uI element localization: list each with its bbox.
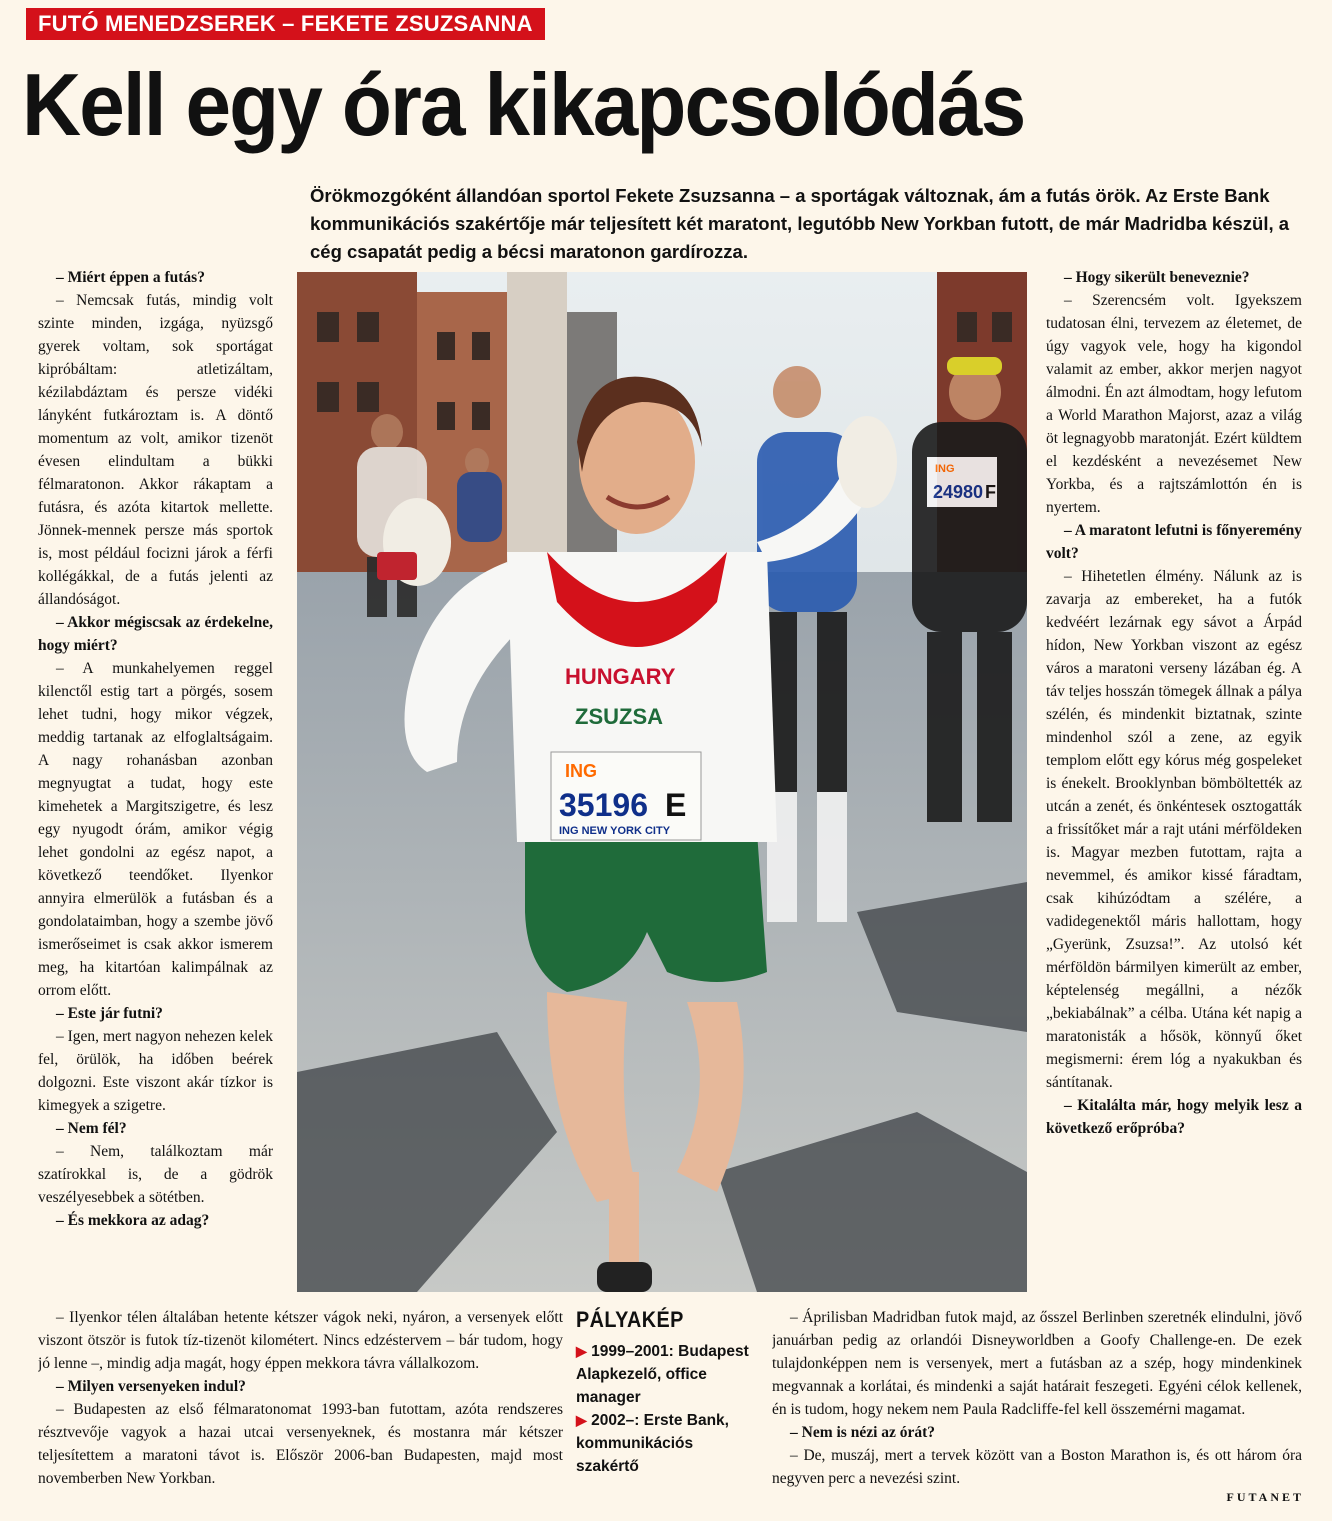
interview-answer: – Áprilisban Madridban futok majd, az ősszel Berlinben szeretnék elindulni, jövő januárban pedig az orlandói Disneyworldben a Goofy Challenge-en. De ezek tulajdonképpen nem is versenyek, mert a futásban az a szép, hogy mindenkinek megvannak a korlátai, és mindenki a saját határait feszegeti. Egyéni célok kellenek, én is tudom, hogy nekem nem Paula Radcliffe-fel kell összemérni magamat. bbox=[772, 1309, 1302, 1418]
right-column bbox=[1046, 266, 1302, 1312]
interview-question: – Miért éppen a futás? bbox=[56, 269, 205, 286]
interview-answer: – Nem, találkoztam már szatírokkal is, de a gödrök veszélyesebbek a sötétben. bbox=[38, 1143, 273, 1206]
runner-right-sponsor: ING bbox=[935, 463, 955, 475]
bottom-left-column bbox=[38, 1306, 563, 1516]
interview-question: – Kitalálta már, hogy melyik lesz a következő erőpróba? bbox=[1046, 1097, 1302, 1137]
interview-question: – És mekkora az adag? bbox=[56, 1212, 210, 1229]
career-box bbox=[576, 1306, 756, 1516]
triangle-icon: ▶ bbox=[576, 1343, 587, 1359]
interview-question: – Nem is nézi az órát? bbox=[790, 1424, 936, 1441]
bottom-right-column bbox=[772, 1306, 1302, 1516]
career-years: 2002–: bbox=[591, 1412, 640, 1429]
interview-question: – Nem fél? bbox=[56, 1120, 127, 1137]
interview-answer: – Hihetetlen élmény. Nálunk az is zavarja az embereket, ha a futók kedvéért lezárnak egy sávot a Árpád hídon, New Yorkban viszont az egész város a maratoni verseny lázában ég. A táv teljes hosszán tömegek állnak a pálya szélén, és mindenkit biztatnak, szinte mindenhol szól a zene, az egyik templom előtt egy kórus még gospeleket is énekelt. Brooklynban bömböltették az utcán a zenét, és önkéntesek osztogatták a frissítőket már a rajt utáni mérföldeken is. Magyar mezben futottam, rajta a nevemmel, és amikor kissé fáradtam, csak kihúzódtam a szélére, a vadidegenektől máris hallottam, hogy „Gyerünk, Zsuzsa!”. Az utolsó két mérföldön bármilyen kimerült az ember, képtelenség megállni, a nézők „bekiabálnak” a célba. Utána két napig a maratonisták a hősök, könnyű őket megismerni: érem lóg a nyakukban és sántítanak. bbox=[1046, 568, 1302, 1091]
interview-answer: – Igen, mert nagyon nehezen kelek fel, örülök, ha időben beérek dolgozni. Este viszont akár tízkor is kimegyek a szigetre. bbox=[38, 1028, 273, 1114]
photo-illustration bbox=[297, 272, 1027, 1292]
interview-answer: – Nemcsak futás, mindig volt szinte minden, izgága, nyüzsgő gyerek voltam, sok sportágat kipróbáltam: atletizáltam, kézilabdáztam és persze vidéki lányként futkároztam is. A döntő momentum az volt, amikor tizenöt évesen elindultam a bükki félmaratonon. Akkor rákaptam a futásra, és azóta kitartok mellette. Jönnek-mennek persze más sportok is, most például focizni járok a férfi kollégákkal, de a futás jelenti az állandóságot. bbox=[38, 292, 273, 608]
interview-question: – Hogy sikerült beneveznie? bbox=[1064, 269, 1250, 286]
shirt-text-name: ZSUZSA bbox=[575, 704, 663, 729]
triangle-icon: ▶ bbox=[576, 1412, 587, 1428]
career-text: Erste Bank, kommunikációs szakértő bbox=[576, 1412, 729, 1475]
shirt-text-hungary: HUNGARY bbox=[565, 664, 676, 689]
bib-sponsor: ING bbox=[565, 761, 598, 781]
career-entry bbox=[576, 1340, 756, 1409]
interview-answer: – Szerencsém volt. Igyekszem tudatosan élni, tervezem az életemet, de úgy vagyok vele, hogy ha kigondol valamit az ember, akkor merjen nagyot álmodni. Én azt álmodtam, hogy lefutom a World Marathon Majorst, azaz a világ öt legnagyobb maratonját. Ezért küldtem el kezdésként a nevezésemet New Yorkba, és a rajtszámlottón én is nyertem. bbox=[1046, 292, 1302, 516]
interview-answer: – Budapesten az első félmaratonomat 1993-ban futottam, azóta rendszeres résztvevője vagyok a hazai utcai versenyeknek, és mostanra már kétszer teljesítettem a maratoni távot is. Először 2006-ban Budapesten, majd most novemberben New Yorkban. bbox=[38, 1401, 563, 1487]
camera bbox=[377, 552, 417, 580]
bib-number: 35196 bbox=[559, 787, 648, 823]
lead-paragraph: Örökmozgóként állandóan sportol Fekete Zsuzsanna – a sportágak változnak, ám a futás örök. Az Erste Bank kommunikációs szakértője már teljesített két maratont, legutóbb New Yorkban futott, de már Madridba készül, a cég csapatát pedig a bécsi maratonon gardírozza. bbox=[310, 185, 1290, 262]
bib-footer: ING NEW YORK CITY bbox=[559, 825, 671, 837]
career-years: 1999–2001: bbox=[591, 1343, 674, 1360]
interview-answer: – A munkahelyemen reggel kilenctől estig tart a pörgés, sosem lehet tudni, hogy mikor végzek, meddig tartanak az elfoglaltságaim. A nagy rohanásban azonban megnyugtat a tudat, hogy este kimehetek a Margitszigetre, és lesz egy nyugodt órám, amikor végig lehet gondolni az egész napot, a következő teendőket. Ilyenkor annyira elmerülök a futásban és a gondolataimban, hogy a szembe jövő ismerőseimet is csak akkor ismerem meg, ha kitartóan kalimpálnak az orrom előtt. bbox=[38, 660, 273, 999]
interview-question: – Akkor mégiscsak az érdekelne, hogy miért? bbox=[38, 614, 273, 654]
headline: Kell egy óra kikapcsolódás bbox=[22, 55, 1025, 154]
interview-question: – Este jár futni? bbox=[56, 1005, 163, 1022]
career-entry bbox=[576, 1409, 756, 1478]
bib-letter: E bbox=[665, 787, 687, 823]
section-kicker: FUTÓ MENEDZSEREK – FEKETE ZSUZSANNA bbox=[26, 8, 545, 40]
interview-answer: – Ilyenkor télen általában hetente kétszer vágok neki, nyáron, a versenyek előtt viszont ötször is futok tíz-tizenöt kilométert. Nincs edzéstervem – bár tudom, hogy jó lenne –, mindig adja magát, hogy éppen mekkora távra vállalkozom. bbox=[38, 1309, 563, 1372]
photo-credit: FUTANET bbox=[1226, 1490, 1304, 1504]
runner-right bbox=[912, 422, 1027, 632]
interview-question: – Milyen versenyeken indul? bbox=[56, 1378, 246, 1395]
runner-right-letter: F bbox=[985, 482, 996, 502]
runner-right-bib: 24980 bbox=[933, 482, 984, 502]
right-glove bbox=[837, 416, 897, 508]
left-column bbox=[38, 266, 273, 1296]
career-text: Budapest Alapkezelő, office manager bbox=[576, 1343, 749, 1406]
career-box-title: PÁLYAKÉP bbox=[576, 1307, 684, 1332]
interview-answer: – De, muszáj, mert a tervek között van a Boston Marathon is, és ott három óra negyven perc a nevezési szint. bbox=[772, 1447, 1302, 1487]
interview-question: – A maratont lefutni is főnyeremény volt? bbox=[1046, 522, 1302, 562]
marathon-photo bbox=[297, 272, 1027, 1292]
